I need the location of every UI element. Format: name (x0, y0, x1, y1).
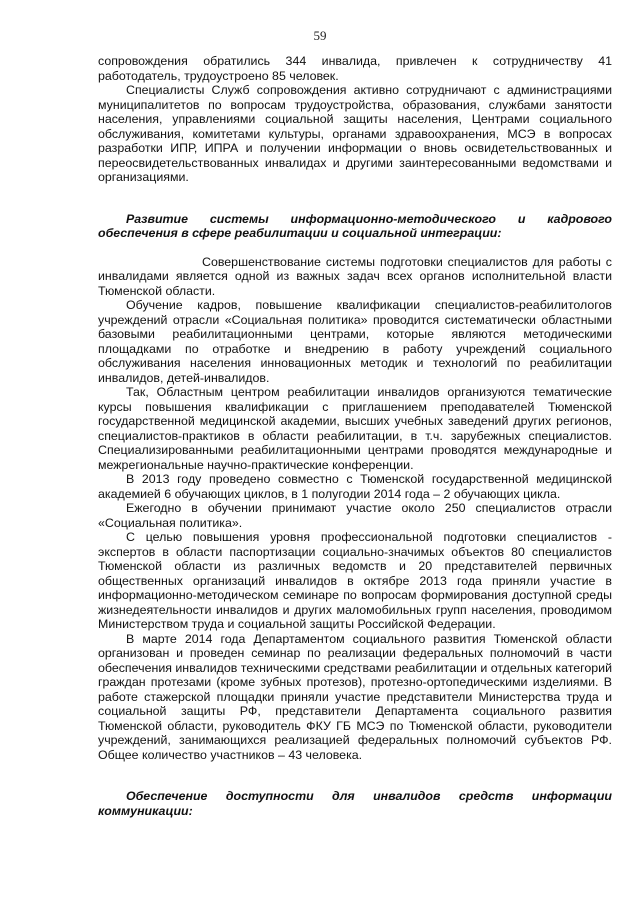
paragraph: Ежегодно в обучении принимают участие около 250 специалистов отрасли «Социальная политика». (98, 501, 612, 530)
paragraph: В 2013 году проведено совместно с Тюменской государственной медицинской академией 6 обучающих циклов, в 1 полугодии 2014 года – 2 обучающих цикла. (98, 472, 612, 501)
paragraph: Специалисты Служб сопровождения активно сотрудничают с администрациями муниципалитетов по вопросам трудоустройства, образования, службами занятости населения, управлениями социальной защиты населения, Центрами социального обслуживания, комитетами культуры, органами здравоохранения, МСЭ в вопросах разработки ИПР, ИПРА и получении информации о вновь освидетельствованных и переосвидетельствованных инвалидах и другими заинтересованными ведомствами и организациями. (98, 83, 612, 184)
paragraph: В марте 2014 года Департаментом социального развития Тюменской области организован и проведен семинар по реализации федеральных полномочий в части обеспечения инвалидов техническими средствами реабилитации и отдельных категорий граждан протезами (кроме зубных протезов), протезно-ортопедическими изделиями. В работе стажерской площадки приняли участие представители Министерства труда и социальной защиты РФ, представители Департамента социального развития Тюменской области, руководитель ФКУ ГБ МСЭ по Тюменской области, руководители учреждений, занимающихся реализацией федеральных полномочий субъектов РФ. Общее количество участников – 43 человека. (98, 631, 612, 762)
paragraph: Так, Областным центром реабилитации инвалидов организуются тематические курсы повышения квалификации с приглашением преподавателей Тюменской государственной медицинской академии, высших учебных заведений других регионов, специалистов-практиков в области реабилитации, в т.ч. зарубежных специалистов. Специализированными реабилитационными центрами проводятся международные и межрегиональные научно-практические конференции. (98, 385, 612, 472)
document-body (98, 54, 612, 818)
section-heading: Обеспечение доступности для инвалидов средств информации коммуникации: (98, 789, 612, 818)
paragraph: С целью повышения уровня профессиональной подготовки специалистов - экспертов в области паспортизации социально-значимых объектов 80 специалистов Тюменской области из различных ведомств и 20 представителей первичных общественных организаций инвалидов в октябре 2013 года приняли участие в информационно-методическом семинаре по вопросам формирования доступной среды жизнедеятельности инвалидов и других маломобильных групп населения, проводимом Министерством труда и социальной защиты Российской Федерации. (98, 530, 612, 631)
page-number: 59 (313, 28, 327, 43)
paragraph: сопровождения обратились 344 инвалида, привлечен к сотрудничеству 41 работодатель, трудоустроено 85 человек. (98, 54, 612, 83)
paragraph: Обучение кадров, повышение квалификации специалистов-реабилитологов учреждений отрасли «Социальная политика» проводится систематически областными базовыми реабилитационными центрами, которые являются методическими площадками по отработке и внедрению в работу учреждений социального обслуживания населения инновационных методик и технологий по реабилитации инвалидов, детей-инвалидов. (98, 298, 612, 385)
paragraph: Совершенствование системы подготовки специалистов для работы с инвалидами является одной из важных задач всех органов исполнительной власти Тюменской области. (98, 254, 612, 298)
section-heading: Развитие системы информационно-методического и кадрового обеспечения в сфере реабилитации и социальной интеграции: (98, 211, 612, 240)
